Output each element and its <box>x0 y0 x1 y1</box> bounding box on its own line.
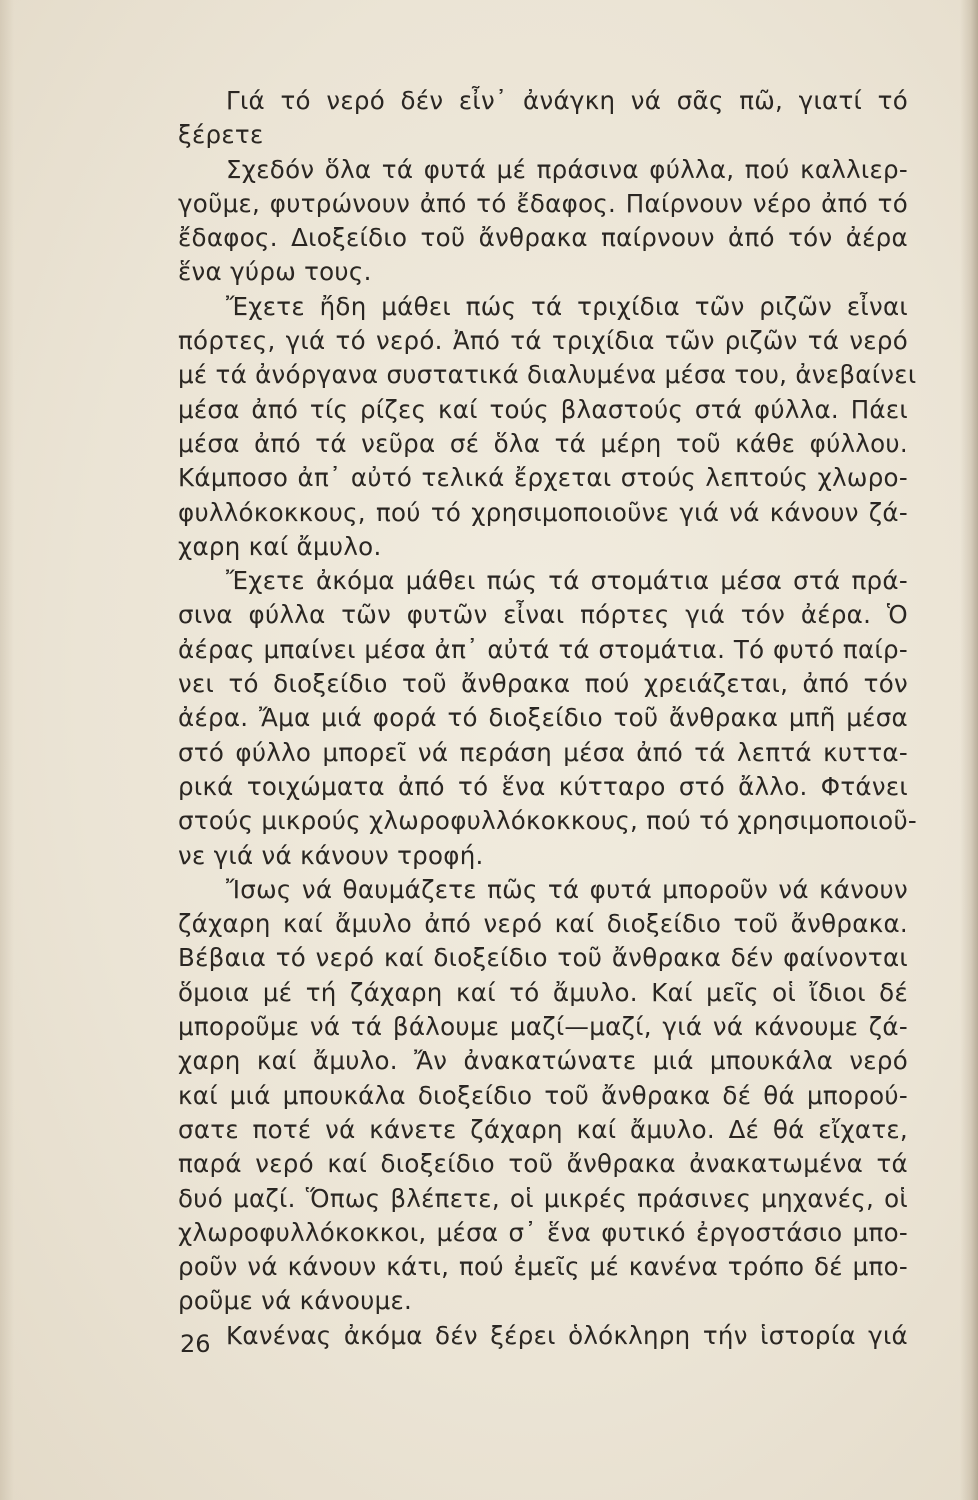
text-line: δυό μαζί. Ὅπως βλέπετε, οἱ μικρές πράσινες μηχανές, οἱ <box>178 1183 908 1213</box>
text-line: ἕνα γύρω τους. <box>178 257 372 287</box>
text-line: ρικά τοιχώματα ἀπό τό ἕνα κύτταρο στό ἄλλο. Φτάνει <box>178 771 908 801</box>
text-line: Ἔχετε ἀκόμα μάθει πώς τά στομάτια μέσα στά πρά- <box>226 566 908 596</box>
text-line: στό φύλλο μπορεῖ νά περάση μέσα ἀπό τά λεπτά κυττα- <box>178 737 908 767</box>
text-line: νε γιά νά κάνουν τροφή. <box>178 840 484 870</box>
text-line: νει τό διοξείδιο τοῦ ἄνθρακα πού χρειάζεται, ἀπό τόν <box>178 669 908 699</box>
text-line: σινα φύλλα τῶν φυτῶν εἶναι πόρτες γιά τόν ἀέρα. Ὁ <box>178 600 908 630</box>
text-line: χαρη καί ἄμυλο. Ἄν ἀνακατώνατε μιά μπουκάλα νερό <box>178 1046 908 1076</box>
text-line: ἀέρας μπαίνει μέσα ἀπ᾽ αὐτά τά στομάτια. Τό φυτό παίρ- <box>178 634 908 664</box>
text-line: χλωροφυλλόκοκκοι, μέσα σ᾽ ἕνα φυτικό ἐργοστάσιο μπο- <box>178 1217 908 1247</box>
text-line: στούς μικρούς χλωροφυλλόκοκκους, πού τό χρησιμοποιοῦ- <box>178 806 918 836</box>
text-line: ὅμοια μέ τή ζάχαρη καί τό ἄμυλο. Καί μεῖς οἱ ἴδιοι δέ <box>178 977 908 1007</box>
text-line: Σχεδόν ὅλα τά φυτά μέ πράσινα φύλλα, πού καλλιερ- <box>226 154 908 184</box>
text-line: Ἔχετε ἤδη μάθει πώς τά τριχίδια τῶν ριζῶν εἶναι <box>226 291 908 321</box>
text-line: Βέβαια τό νερό καί διοξείδιο τοῦ ἄνθρακα δέν φαίνονται <box>178 943 908 973</box>
text-line: φυλλόκοκκους, πού τό χρησιμοποιοῦνε γιά νά κάνουν ζά- <box>178 497 908 527</box>
text-line: Κανένας ἀκόμα δέν ξέρει ὁλόκληρη τήν ἱστορία γιά <box>226 1320 908 1350</box>
text-line: μέσα ἀπό τίς ρίζες καί τούς βλαστούς στά φύλλα. Πάει <box>178 394 908 424</box>
text-line: Ἴσως νά θαυμάζετε πῶς τά φυτά μποροῦν νά κάνουν <box>226 874 908 904</box>
text-line: παρά νερό καί διοξείδιο τοῦ ἄνθρακα ἀνακατωμένα τά <box>178 1149 908 1179</box>
text-line: μέσα ἀπό τά νεῦρα σέ ὅλα τά μέρη τοῦ κάθε φύλλου. <box>178 428 908 458</box>
text-line: ξέρετε <box>178 120 264 150</box>
text-line: ροῦν νά κάνουν κάτι, πού ἐμεῖς μέ κανένα τρόπο δέ μπο- <box>178 1252 908 1282</box>
text-line: καί μιά μπουκάλα διοξείδιο τοῦ ἄνθρακα δέ θά μπορού- <box>178 1080 908 1110</box>
text-line: σατε ποτέ νά κάνετε ζάχαρη καί ἄμυλο. Δέ θά εἴχατε, <box>178 1114 908 1144</box>
text-line: ζάχαρη καί ἄμυλο ἀπό νερό καί διοξείδιο τοῦ ἄνθρακα. <box>178 909 908 939</box>
page-right-shadow <box>960 0 978 1500</box>
text-line: ἔδαφος. Διοξείδιο τοῦ ἄνθρακα παίρνουν ἀπό τόν ἀέρα <box>178 223 908 253</box>
text-line: Κάμποσο ἀπ᾽ αὐτό τελικά ἔρχεται στούς λεπτούς χλωρο- <box>178 463 908 493</box>
text-line: πόρτες, γιά τό νερό. Ἀπό τά τριχίδια τῶν ριζῶν τά νερό <box>178 326 908 356</box>
text-line: χαρη καί ἄμυλο. <box>178 531 382 561</box>
page-number: 26 <box>180 1330 211 1358</box>
text-line: ροῦμε νά κάνουμε. <box>178 1286 413 1316</box>
text-line: Γιά τό νερό δέν εἶν᾽ ἀνάγκη νά σᾶς πῶ, γιατί τό <box>226 86 908 115</box>
text-line: γοῦμε, φυτρώνουν ἀπό τό ἔδαφος. Παίρνουν νέρο ἀπό τό <box>178 188 908 218</box>
text-line: μέ τά ἀνόργανα συστατικά διαλυμένα μέσα του, ἀνεβαίνει <box>178 360 917 390</box>
text-line: μποροῦμε νά τά βάλουμε μαζί—μαζί, γιά νά κάνουμε ζά- <box>178 1012 908 1042</box>
page-left-shadow <box>0 0 14 1500</box>
text-line: ἀέρα. Ἄμα μιά φορά τό διοξείδιο τοῦ ἄνθρακα μπῆ μέσα <box>178 703 908 733</box>
body-text <box>178 84 918 1353</box>
